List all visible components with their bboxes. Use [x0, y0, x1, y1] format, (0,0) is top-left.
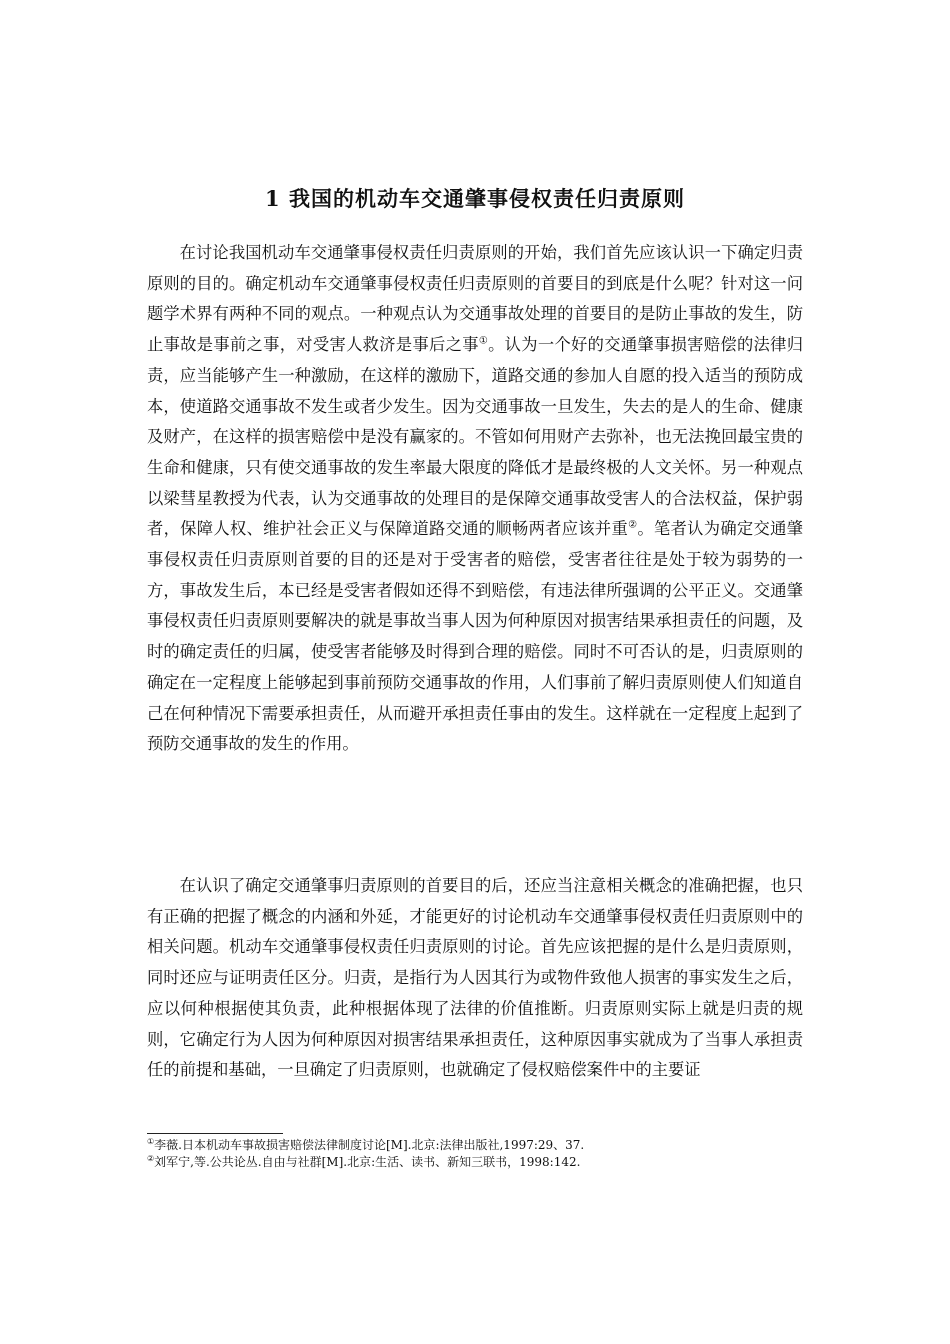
body-paragraph-1: [147, 238, 803, 760]
footnotes: [147, 1137, 803, 1171]
paragraph-1-text-a: 在讨论我国机动车交通肇事侵权责任归责原则的开始，我们首先应该认识一下确定归责原则的目的。确定机动车交通肇事侵权责任归责原则的首要目的到底是什么呢？针对这一问题学术界有两种不同的观点。一种观点认为交通事故处理的首要目的是防止事故的发生，防止事故是事前之事，对受害人救济是事后之事: [147, 243, 803, 355]
section-title: 1 我国的机动车交通肇事侵权责任归责原则: [265, 186, 685, 211]
footnote-1: [147, 1137, 803, 1154]
footnote-ref-2: ②: [628, 519, 638, 531]
footnote-ref-1: ①: [478, 335, 489, 347]
footnote-text-2: 刘军宁,等.公共论丛.自由与社群[M].北京:生活、读书、新知三联书，1998:142.: [154, 1155, 581, 1169]
footnote-mark-2: ②: [147, 1154, 155, 1163]
footnote-2: [147, 1154, 803, 1171]
footnote-text-1: 李薇.日本机动车事故损害赔偿法律制度讨论[M].北京:法律出版社,1997:29、37.: [154, 1138, 585, 1152]
paragraph-1-text-b: 。认为一个好的交通肇事损害赔偿的法律归责，应当能够产生一种激励，在这样的激励下，道路交通的参加人自愿的投入适当的预防成本，使道路交通事故不发生或者少发生。因为交通事故一旦发生，失去的是人的生命、健康及财产，在这样的损害赔偿中是没有赢家的。不管如何用财产去弥补，也无法挽回最宝贵的生命和健康，只有使交通事故的发生率最大限度的降低才是最终极的人文关怀。另一种观点以梁彗星教授为代表，认为交通事故的处理目的是保障交通事故受害人的合法权益，保护弱者，保障人权、维护社会正义与保障道路交通的顺畅两者应该并重: [147, 335, 803, 539]
body-paragraph-2: 在认识了确定交通肇事归责原则的首要目的后，还应当注意相关概念的准确把握，也只有正确的把握了概念的内涵和外延，才能更好的讨论机动车交通肇事侵权责任归责原则中的相关问题。机动车交通肇事侵权责任归责原则的讨论。首先应该把握的是什么是归责原则，同时还应与证明责任区分。归责，是指行为人因其行为或物件致他人损害的事实发生之后，应以何种根据使其负责，此种根据体现了法律的价值推断。归责原则实际上就是归责的规则，它确定行为人因为何种原因对损害结果承担责任，这种原因事实就成为了当事人承担责任的前提和基础，一旦确定了归责原则，也就确定了侵权赔偿案件中的主要证: [147, 876, 803, 1080]
paragraph-1-text-c: 。笔者认为确定交通肇事侵权责任归责原则首要的目的还是对于受害者的赔偿，受害者往往是处于较为弱势的一方，事故发生后，本已经是受害者假如还得不到赔偿，有违法律所强调的公平正义。交通肇事侵权责任归责原则要解决的就是事故当事人因为何种原因对损害结果承担责任的问题，及时的确定责任的归属，使受害者能够及时得到合理的赔偿。同时不可否认的是，归责原则的确定在一定程度上能够起到事前预防交通事故的作用，人们事前了解归责原则使人们知道自己在何种情况下需要承担责任，从而避开承担责任事由的发生。这样就在一定程度上起到了预防交通事故的发生的作用。: [147, 519, 803, 754]
footnote-separator: [147, 1133, 283, 1134]
footnote-mark-1: ①: [147, 1137, 155, 1146]
